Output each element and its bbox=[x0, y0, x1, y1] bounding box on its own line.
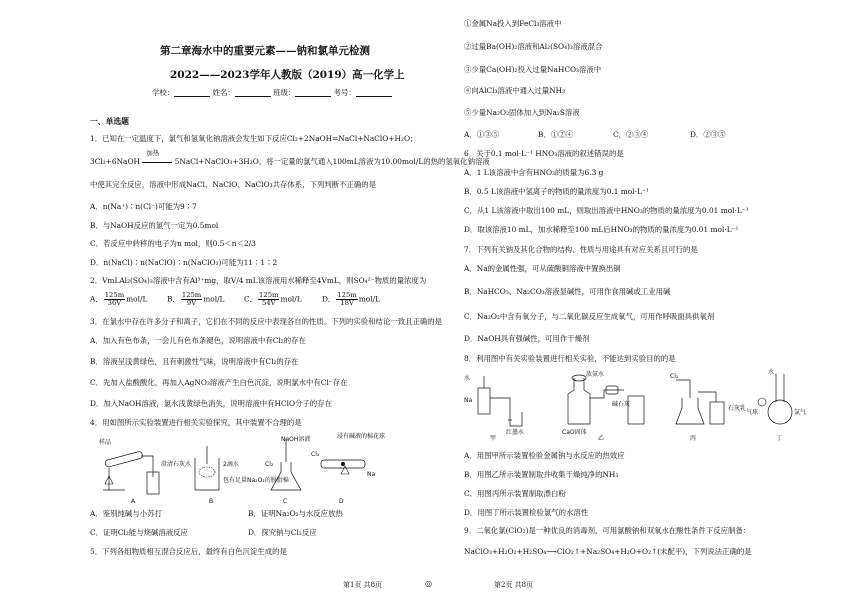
q9-stem-2: NaClO₃+H₂O₂+H₂SO₄⟶ClO₂↑+Na₂SO₄+H₂O+O₂↑(未配平)，下列说法正确的是 bbox=[464, 547, 752, 556]
svg-text:Na: Na bbox=[464, 397, 473, 404]
svg-text:C: C bbox=[283, 498, 288, 505]
svg-text:乙: 乙 bbox=[598, 435, 605, 442]
q2-option-b[interactable]: B． $\frac{125m}{9V}$ mol/L bbox=[167, 291, 225, 307]
q8-figure-yi bbox=[562, 370, 644, 442]
binding-mark-icon: ◎ bbox=[425, 579, 432, 588]
q1-option-a[interactable]: A．n(Na⁺)∶n(Cl⁻)可能为9∶7 bbox=[90, 202, 197, 211]
right-page bbox=[430, 0, 860, 608]
q1-option-d[interactable]: D．n(NaCl)∶n(NaClO)∶n(NaClO₃)可能为11∶1∶2 bbox=[90, 258, 278, 267]
q3-option-a[interactable]: A．加入有色布条，一会儿有色布条褪色，说明溶液中有Cl₂的存在 bbox=[90, 336, 306, 345]
q1-eq-left: 3Cl₂+6NaOH bbox=[90, 157, 140, 166]
student-info-fields bbox=[152, 88, 392, 97]
q5-option-c[interactable]: C．②③④ bbox=[613, 130, 649, 139]
svg-text:甲: 甲 bbox=[490, 435, 497, 442]
q8-figure-ding bbox=[746, 368, 806, 442]
page-subtitle: 2022——2023学年人教版（2019）高一化学上 bbox=[170, 69, 405, 81]
q8-option-d[interactable]: D．用图丁所示装置检验氯气的水溶性 bbox=[464, 508, 589, 517]
svg-text:澄清石灰水: 澄清石灰水 bbox=[161, 461, 192, 468]
q1-eq-arrow bbox=[142, 149, 172, 166]
q6-option-b[interactable]: B．0.5 L该溶液中氢离子的物质的量浓度为0.1 mol·L⁻¹ bbox=[464, 187, 649, 196]
q4-option-c[interactable]: C．证明Cl₂能与烧碱溶液反应 bbox=[90, 528, 188, 537]
q2-option-a[interactable]: A． $\frac{125m}{36V}$ mol/L bbox=[90, 291, 148, 307]
q7-option-c[interactable]: C．Na₂O₂中含有氧分子，与二氧化碳反应生成氧气，可用作呼吸面具供氧剂 bbox=[464, 312, 715, 321]
q5-item-4: ④向AlCl₃溶液中通入过量NH₃ bbox=[464, 86, 566, 95]
svg-text:CaO固体: CaO固体 bbox=[562, 429, 587, 436]
q4-figure-a bbox=[99, 438, 191, 505]
svg-text:A: A bbox=[131, 498, 136, 505]
q1-eq-right: 5NaCl+NaClO₃+3H₂O。将一定量的氯气通入100mL溶液为10.00mol/L的热的氢氧化钠溶液 bbox=[174, 157, 490, 166]
q1-option-c[interactable]: C．若反应中转移的电子为n mol，则0.5＜n＜2/3 bbox=[90, 239, 256, 248]
field-school-blank[interactable] bbox=[174, 89, 210, 97]
svg-text:浸有碱液的棉花球: 浸有碱液的棉花球 bbox=[337, 433, 386, 440]
q1-stem-1: 1．已知在一定温度下，氯气和氢氧化钠溶液会发生如下反应Cl₂+2NaOH=NaCl+NaClO+H₂O； bbox=[90, 134, 418, 143]
q2-option-d[interactable]: D． $\frac{125m}{18V}$ mol/L bbox=[322, 291, 380, 307]
q2-a-fraction: $\frac{125m}{36V}$ bbox=[104, 291, 125, 307]
q7-option-b[interactable]: B．NaHCO₃、Na₂CO₃溶液显碱性，可用作食用碱或工业用碱 bbox=[464, 287, 671, 296]
q4-figure-c bbox=[265, 435, 310, 505]
svg-text:Na: Na bbox=[367, 471, 376, 478]
q5-item-5: ⑤少量Na₂O₂固体加入到Na₂S溶液 bbox=[464, 108, 580, 117]
field-school-label: 学校： bbox=[152, 88, 175, 97]
q9-stem-1: 9．二氧化氯(ClO₂)是一种优良的消毒剂，可用氯酸钠和双氧水在酸性条件下反应制备： bbox=[464, 526, 751, 535]
q3-stem: 3．在氯水中存在许多分子和离子，它们在不同的反应中表现各自的性质。下列的实验和结论一致且正确的是 bbox=[90, 317, 443, 326]
q6-option-d[interactable]: D．取该溶液10 mL，加水稀释至100 mL后HNO₃的物质的量浓度为0.01 mol·L⁻¹ bbox=[464, 225, 739, 234]
q8-figure-jia bbox=[464, 374, 524, 442]
q8-figure-bing bbox=[670, 373, 746, 442]
q4-option-a[interactable]: A．鉴别纯碱与小苏打 bbox=[90, 509, 162, 518]
q8-option-a[interactable]: A．用图甲所示装置检验金属钠与水反应的热效应 bbox=[464, 451, 625, 460]
q6-option-a[interactable]: A．1 L该溶液中含有HNO₃的质量为6.3 g bbox=[464, 168, 604, 177]
q2-d-fraction: $\frac{125m}{18V}$ bbox=[337, 291, 357, 307]
svg-text:红墨水: 红墨水 bbox=[506, 429, 525, 436]
q5-option-d[interactable]: D．②③⑤ bbox=[690, 130, 726, 139]
q7-option-a[interactable]: A．Na的金属性强，可从硫酸铜溶液中置换出铜 bbox=[464, 264, 621, 273]
svg-text:碱石灰: 碱石灰 bbox=[612, 401, 631, 408]
field-id-label: 考号： bbox=[333, 88, 356, 97]
q4-figure-d bbox=[311, 432, 385, 505]
svg-text:氯气: 氯气 bbox=[794, 409, 807, 416]
svg-text:水: 水 bbox=[464, 375, 471, 382]
svg-text:Cl₂: Cl₂ bbox=[311, 451, 320, 458]
q8-apparatus-figure bbox=[464, 368, 814, 442]
q2-stem: 2．VmLAl₂(SO₄)₃溶液中含有Al³⁺mg，取V/4 mL该溶液用水稀释至4VmL，则SO₄²⁻物质的量浓度为 bbox=[90, 276, 427, 285]
q4-figure-b bbox=[195, 446, 289, 505]
q5-item-2: ②过量Ba(OH)₂溶液和Al₂(SO₄)₃溶液混合 bbox=[464, 42, 603, 51]
page-title: 第二章海水中的重要元素——钠和氯单元检测 bbox=[160, 45, 370, 57]
q8-option-c[interactable]: C．用图丙所示装置制取漂白粉 bbox=[464, 489, 566, 498]
q5-option-a[interactable]: A．①③⑤ bbox=[464, 130, 499, 139]
q2-c-fraction: $\frac{125m}{54V}$ bbox=[259, 291, 279, 307]
q1-option-b[interactable]: B．与NaOH反应的氯气一定为0.5mol bbox=[90, 221, 219, 230]
q3-option-d[interactable]: D．加入NaOH溶液，氯水浅黄绿色消失，说明溶液中有HClO分子的存在 bbox=[90, 399, 332, 408]
svg-text:Cl₂: Cl₂ bbox=[265, 461, 274, 468]
q4-option-b[interactable]: B．证明Na₂O₂与水反应放热 bbox=[248, 509, 343, 518]
q1-eq-condition: 加热 bbox=[146, 149, 160, 157]
svg-text:Cl₂: Cl₂ bbox=[670, 373, 679, 380]
field-name-label: 姓名： bbox=[212, 88, 235, 97]
field-id-blank[interactable] bbox=[356, 89, 392, 97]
q8-stem: 8．利用图中有关实验装置进行相关实验，不能达到实验目的的是 bbox=[464, 354, 676, 363]
footer-left-page-number: 第1页 共8页 bbox=[343, 581, 383, 589]
svg-text:B: B bbox=[209, 498, 214, 505]
q8-option-b[interactable]: B．用图乙所示装置制取并收集干燥纯净的NH₃ bbox=[464, 470, 619, 479]
field-class-label: 班级： bbox=[273, 88, 296, 97]
q1-stem-3: 中使其完全反应，溶液中形成NaCl、NaClO、NaClO₃共存体系，下列判断不正确的是 bbox=[90, 180, 377, 189]
svg-text:D: D bbox=[339, 498, 344, 505]
svg-text:2滴水: 2滴水 bbox=[223, 461, 239, 468]
svg-text:包有足量Na₂O₂的脱脂棉: 包有足量Na₂O₂的脱脂棉 bbox=[223, 477, 289, 484]
footer-right-page-number: 第2页 共8页 bbox=[494, 581, 534, 589]
q5-stem: 5．下列各组物质相互混合反应后，最终有白色沉淀生成的是 bbox=[90, 547, 287, 556]
field-class-blank[interactable] bbox=[295, 89, 331, 97]
q5-option-b[interactable]: B．①②④ bbox=[538, 130, 573, 139]
q2-option-c[interactable]: C． $\frac{125m}{54V}$ mol/L bbox=[244, 291, 302, 307]
svg-text:浓氨水: 浓氨水 bbox=[586, 371, 605, 378]
q4-stem: 4．用如图所示实验装置进行相关实验探究，其中装置不合理的是 bbox=[90, 418, 302, 427]
q7-stem: 7．下列有关钠及其化合物的结构、性质与用途具有对应关系且可行的是 bbox=[464, 245, 698, 254]
q2-b-fraction: $\frac{125m}{9V}$ bbox=[181, 291, 202, 307]
svg-text:丁: 丁 bbox=[776, 435, 783, 442]
q4-apparatus-figure bbox=[95, 432, 395, 504]
svg-text:水: 水 bbox=[768, 369, 775, 376]
svg-text:石灰乳: 石灰乳 bbox=[728, 405, 747, 412]
q3-option-b[interactable]: B．溶液呈浅黄绿色，且有刺激性气味，说明溶液中有Cl₂的存在 bbox=[90, 357, 299, 366]
q6-stem: 6．关于0.1 mol·L⁻¹ HNO₃溶液的叙述错误的是 bbox=[464, 149, 624, 158]
q4-option-d[interactable]: D．探究钠与Cl₂反应 bbox=[248, 528, 317, 537]
q6-option-c[interactable]: C．从1 L该溶液中取出100 mL，则取出溶液中HNO₃的物质的量浓度为0.01 mol·L⁻¹ bbox=[464, 206, 749, 215]
q5-item-3: ③少量Ca(OH)₂投入过量NaHCO₃溶液中 bbox=[464, 65, 602, 74]
q7-option-d[interactable]: D．NaOH具有强碱性，可用作干燥剂 bbox=[464, 334, 590, 343]
svg-text:丙: 丙 bbox=[690, 435, 697, 442]
svg-text:NaOH溶液: NaOH溶液 bbox=[281, 436, 311, 443]
q5-item-1: ①金属Na投入到FeCl₃溶液中 bbox=[464, 19, 562, 28]
svg-text:气球: 气球 bbox=[746, 409, 759, 416]
section-heading: 一、单选题 bbox=[90, 117, 129, 126]
q3-option-c[interactable]: C．先加入盐酸酸化，再加入AgNO₃溶液产生白色沉淀，说明氯水中有Cl⁻存在 bbox=[90, 378, 348, 387]
field-name-blank[interactable] bbox=[235, 89, 271, 97]
svg-text:样品: 样品 bbox=[99, 439, 112, 446]
